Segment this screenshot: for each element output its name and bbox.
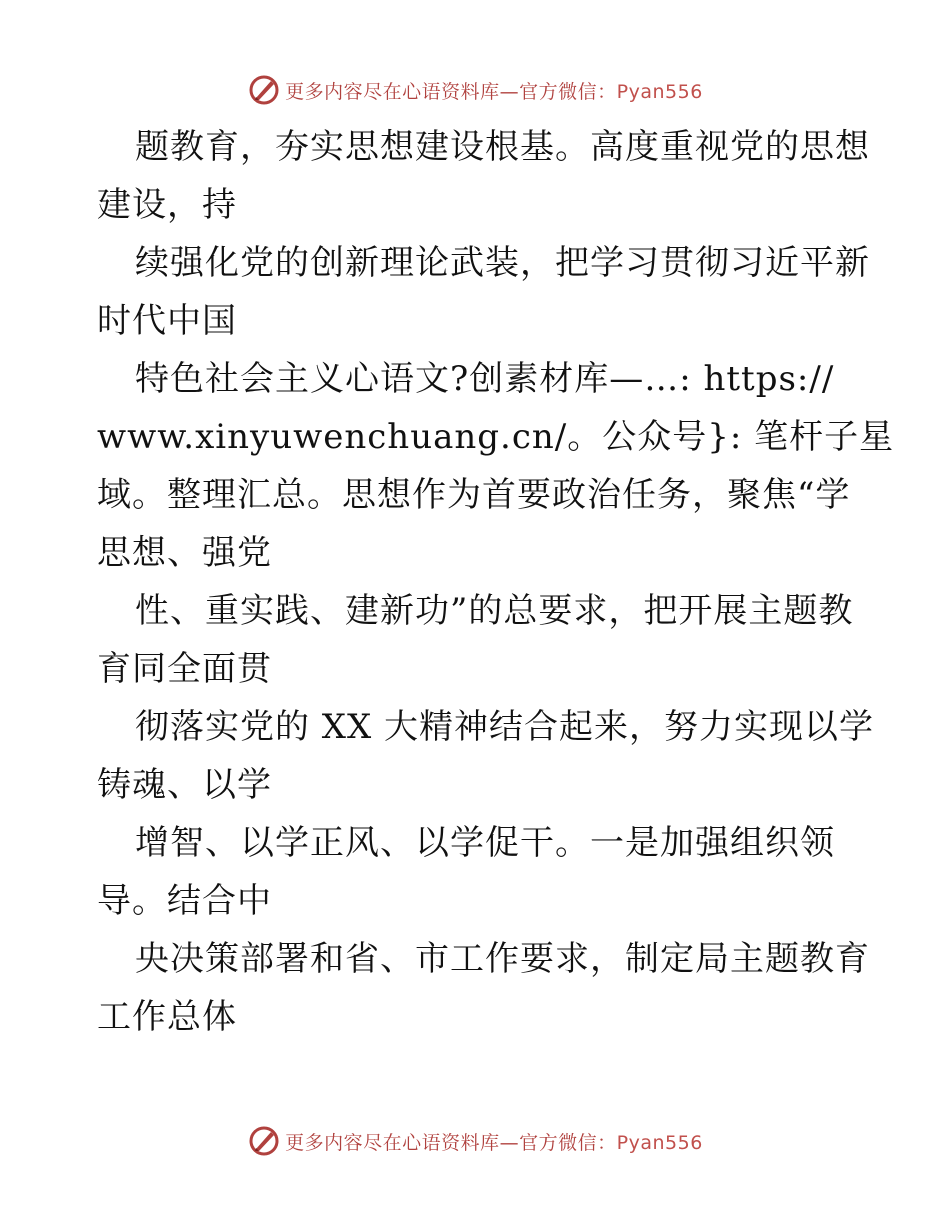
body-line: 时代中国 [97, 301, 237, 341]
header-banner-wechat-id: Pyan556 [616, 80, 703, 103]
body-line: 续强化党的创新理论武装，把学习贯彻习近平新 [135, 243, 870, 283]
header-banner-cn: 更多内容尽在心语资料库—官方微信： [285, 80, 617, 103]
body-line: 增智、以学正风、以学促干。一是加强组织领 [135, 823, 835, 863]
footer-banner [0, 1121, 950, 1161]
body-line: 思想、强党 [97, 533, 272, 573]
body-line: 育同全面贯 [97, 649, 272, 689]
footer-banner-text [285, 1128, 703, 1155]
quill-logo-icon [247, 73, 281, 107]
body-line: 导。结合中 [97, 881, 272, 921]
body-line: 题教育，夯实思想建设根基。高度重视党的思想 [135, 127, 870, 167]
body-line: www.xinyuwenchuang.cn/。公众号}: 笔杆子星 [97, 417, 895, 457]
body-line: 工作总体 [97, 997, 237, 1037]
footer-banner-cn: 更多内容尽在心语资料库—官方微信： [285, 1131, 617, 1154]
body-line: 性、重实践、建新功”的总要求，把开展主题教 [135, 591, 854, 631]
footer-banner-wechat-id: Pyan556 [616, 1131, 703, 1154]
body-line: 域。整理汇总。思想作为首要政治任务，聚焦“学 [97, 475, 851, 515]
header-banner [0, 70, 950, 110]
body-line: 建设，持 [97, 185, 237, 225]
quill-logo-icon [247, 1124, 281, 1158]
header-banner-text [285, 77, 703, 104]
body-line: 特色社会主义心语文?创素材库—…: https:// [135, 359, 835, 399]
body-line: 铸魂、以学 [97, 765, 272, 805]
document-body [97, 118, 895, 1046]
body-line: 央决策部署和省、市工作要求，制定局主题教育 [135, 939, 870, 979]
body-line: 彻落实党的 XX 大精神结合起来，努力实现以学 [135, 707, 875, 747]
